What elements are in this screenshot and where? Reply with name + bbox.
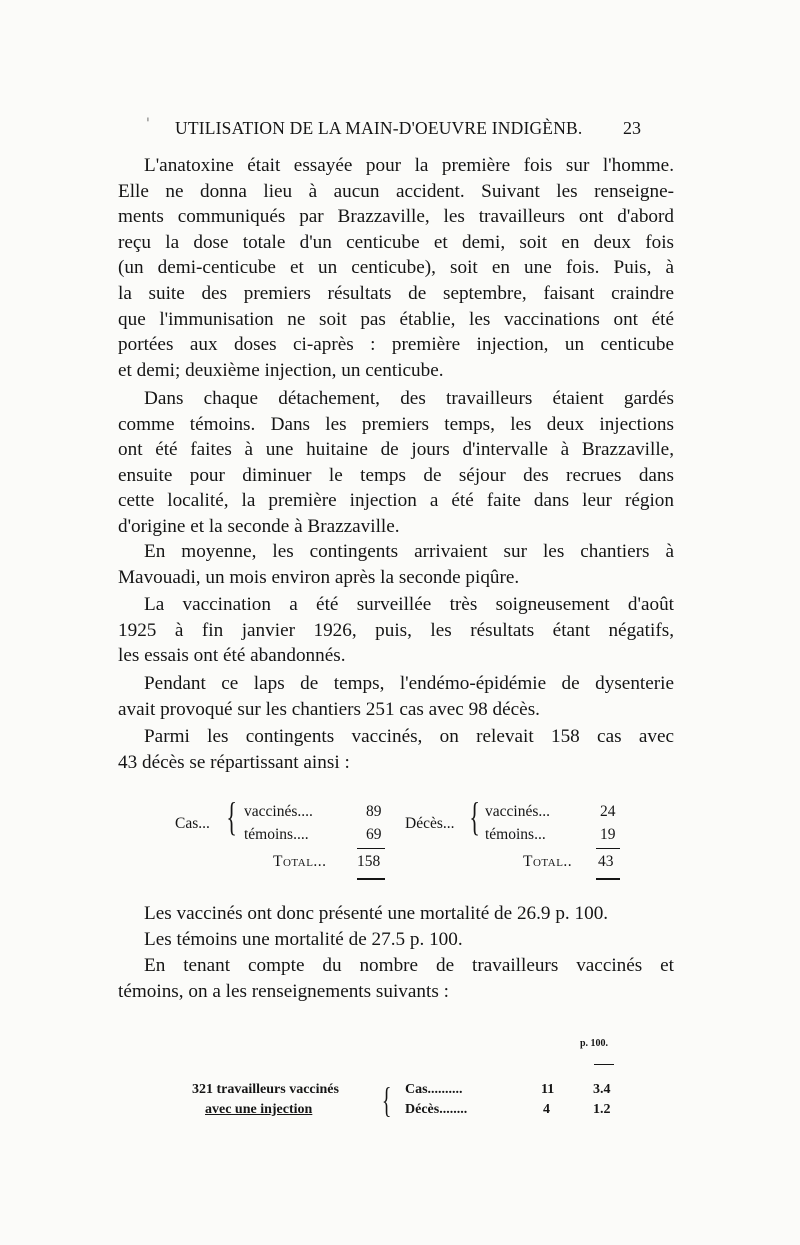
text-line: ments communiqués par Brazzaville, les travailleurs ont d'abord (118, 206, 674, 228)
row-label: Cas.......... (405, 1082, 463, 1097)
group-label: 321 travailleurs vaccinés (192, 1082, 339, 1097)
deaths-label: Décès... (405, 815, 455, 832)
header-rule (594, 1064, 614, 1065)
brace: { (469, 794, 480, 839)
text-line: L'anatoxine était essayée pour la première fois sur l'homme. (144, 155, 674, 176)
text-line: Elle ne donna lieu à aucun accident. Suivant les renseigne- (118, 180, 674, 202)
text-line: 1925 à fin janvier 1926, puis, les résultats étant négatifs, (118, 619, 674, 641)
row-label: témoins... (485, 826, 546, 843)
text-line: Dans chaque détachement, des travailleurs étaient gardés (144, 388, 674, 409)
row-value: 69 (366, 826, 382, 843)
text-line: 43 décès se répartissant ainsi : (118, 751, 350, 773)
text-line: les essais ont été abandonnés. (118, 645, 346, 667)
brace: { (226, 794, 237, 839)
text-line: (un demi-centicube et un centicube), soit en une fois. Puis, à (118, 257, 674, 279)
text-line: Les témoins une mortalité de 27.5 p. 100. (144, 929, 463, 950)
text-line: Les vaccinés ont donc présenté une mortalité de 26.9 p. 100. (144, 903, 609, 924)
text-line: avait provoqué sur les chantiers 251 cas avec 98 décès. (118, 698, 540, 720)
text-line: que l'immunisation ne soit pas établie, les vaccinations ont été (118, 308, 674, 330)
page-number: 23 (623, 118, 641, 138)
running-header: UTILISATION DE LA MAIN-D'OEUVRE INDIGÈNB. (175, 118, 583, 138)
paragraph (118, 724, 674, 775)
text-line: d'origine et la seconde à Brazzaville. (118, 515, 400, 537)
total-label: Total.. (523, 853, 573, 870)
row-pct: 1.2 (593, 1102, 611, 1117)
text-line: Mavouadi, un mois environ après la seconde piqûre. (118, 566, 520, 588)
text-line: comme témoins. Dans les premiers temps, les deux injections (118, 413, 674, 435)
text-line: ensuite pour diminuer le temps de séjour des recrues dans (118, 464, 674, 486)
row-count: 4 (543, 1102, 550, 1117)
total-value: 43 (598, 853, 614, 870)
row-value: 24 (600, 803, 616, 820)
text-line: portées aux doses ci-après : première injection, un centicube (118, 334, 674, 356)
paragraph (118, 671, 674, 722)
text-line: Pendant ce laps de temps, l'endémo-épidémie de dysenterie (144, 673, 674, 694)
text-line: la suite des premiers résultats de septembre, faisant craindre (118, 282, 674, 304)
row-pct: 3.4 (593, 1082, 611, 1097)
text-line: En moyenne, les contingents arrivaient sur les chantiers à (144, 541, 674, 562)
paragraph (118, 153, 674, 383)
cases-label: Cas... (175, 815, 210, 832)
row-count: 11 (541, 1082, 555, 1097)
text-line: témoins, on a les renseignements suivants : (118, 980, 449, 1002)
paragraph (118, 901, 674, 927)
text-line: Parmi les contingents vaccinés, on relevait 158 cas avec (144, 726, 674, 747)
paragraph (118, 953, 674, 1004)
page-mark: ' (146, 116, 150, 132)
sum-rule (357, 848, 385, 849)
sum-rule (596, 848, 620, 849)
text-line: La vaccination a été surveillée très soigneusement d'août (144, 594, 674, 615)
total-value: 158 (357, 853, 381, 870)
text-line: En tenant compte du nombre de travailleurs vaccinés et (144, 955, 674, 976)
row-label: témoins.... (244, 826, 309, 843)
unit-header: p. 100. (580, 1038, 609, 1049)
paragraph (118, 539, 674, 590)
row-value: 19 (600, 826, 616, 843)
text-line: reçu la dose totale d'un centicube et demi, soit en deux fois (118, 231, 674, 253)
row-label: vaccinés... (485, 803, 550, 820)
row-value: 89 (366, 803, 382, 820)
paragraph (118, 927, 674, 953)
group-label: avec une injection (205, 1102, 313, 1117)
paragraph (118, 592, 674, 669)
total-rule (357, 878, 385, 880)
text-line: et demi; deuxième injection, un centicube. (118, 359, 444, 381)
row-label: vaccinés.... (244, 803, 313, 820)
text-line: ont été faites à une huitaine de jours d'intervalle à Brazzaville, (118, 439, 674, 461)
brace: { (381, 1080, 392, 1120)
total-label: Total... (273, 853, 327, 870)
row-label: Décès........ (405, 1102, 468, 1117)
total-rule (596, 878, 620, 880)
text-line: cette localité, la première injection a été faite dans leur région (118, 490, 674, 512)
paragraph (118, 386, 674, 540)
